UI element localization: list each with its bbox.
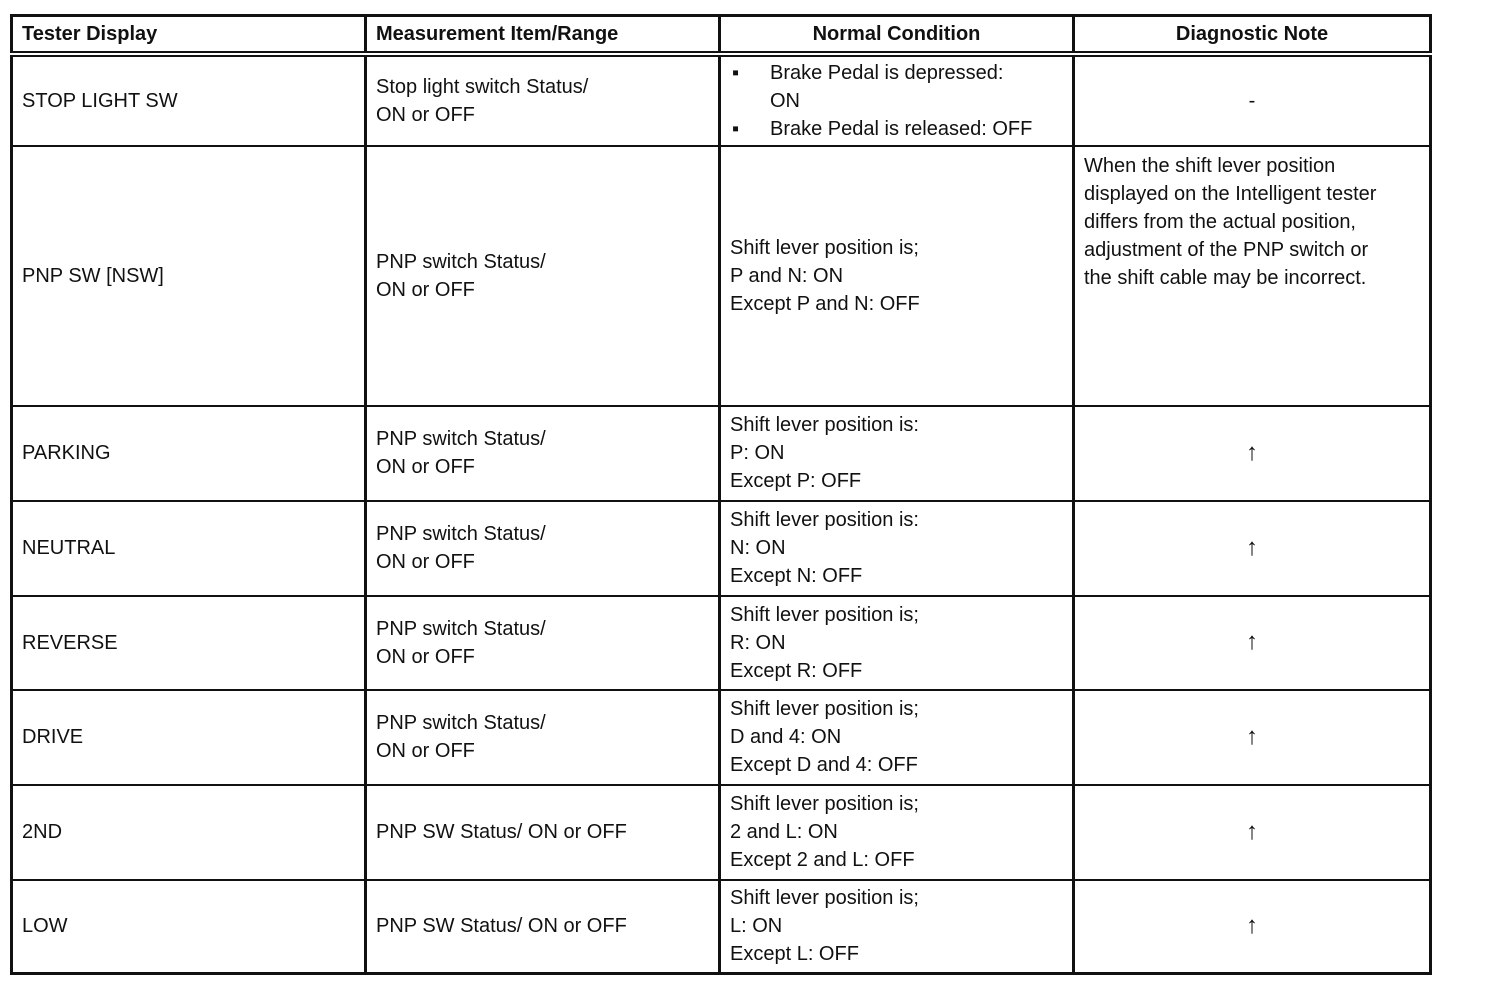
diagnostic-data-table — [10, 14, 1432, 975]
measurement-cell: PNP switch Status/ ON or OFF — [366, 501, 720, 596]
diagnostic-note-cell: When the shift lever position displayed on the Intelligent tester differs from the actual position, adjustment of the PNP switch or the shift cable may be incorrect. — [1074, 146, 1431, 406]
tester-display-cell: REVERSE — [12, 596, 366, 690]
column-header-measurement-item: Measurement Item/Range — [366, 16, 720, 54]
up-arrow-icon: ↑ — [1246, 722, 1258, 750]
diagnostic-note-cell — [1074, 785, 1431, 880]
up-arrow-icon: ↑ — [1246, 438, 1258, 466]
diagnostic-note-cell — [1074, 880, 1431, 974]
tester-display-cell: 2ND — [12, 785, 366, 880]
up-arrow-icon: ↑ — [1246, 628, 1258, 655]
normal-condition-cell: Shift lever position is: N: ON Except N: OFF — [720, 501, 1074, 596]
tester-display-cell: PNP SW [NSW] — [12, 146, 366, 406]
measurement-line: ON or OFF — [376, 103, 475, 126]
bullet-item: ▪ Brake Pedal is released: OFF — [730, 115, 1063, 143]
table-row — [12, 406, 1431, 501]
measurement-cell — [366, 54, 720, 146]
normal-condition-cell: Shift lever position is; 2 and L: ON Except 2 and L: OFF — [720, 785, 1074, 880]
measurement-cell: PNP switch Status/ ON or OFF — [366, 406, 720, 501]
normal-condition-cell: Shift lever position is; L: ON Except L: OFF — [720, 880, 1074, 974]
tester-display-cell: NEUTRAL — [12, 501, 366, 596]
normal-condition-cell: Shift lever position is; D and 4: ON Except D and 4: OFF — [720, 690, 1074, 785]
normal-condition-cell: Shift lever position is; R: ON Except R: OFF — [720, 596, 1074, 690]
bullet-item: ▪ Brake Pedal is depressed: ON — [730, 59, 1063, 115]
table-header-row — [12, 16, 1431, 54]
measurement-line: Stop light switch Status/ — [376, 75, 589, 98]
normal-condition-cell: Shift lever position is; P and N: ON Except P and N: OFF — [720, 146, 1074, 406]
column-header-diagnostic-note: Diagnostic Note — [1074, 16, 1431, 54]
tester-display-cell: DRIVE — [12, 690, 366, 785]
diagnostic-note-cell — [1074, 501, 1431, 596]
table-row — [12, 785, 1431, 880]
normal-condition-cell: Shift lever position is: P: ON Except P: OFF — [720, 406, 1074, 501]
table-row — [12, 596, 1431, 690]
bullet-icon: ▪ — [732, 61, 740, 84]
column-header-tester-display: Tester Display — [12, 16, 366, 54]
measurement-cell: PNP SW Status/ ON or OFF — [366, 880, 720, 974]
table-row — [12, 54, 1431, 146]
up-arrow-icon: ↑ — [1246, 817, 1258, 845]
diagnostic-note-cell — [1074, 596, 1431, 690]
normal-condition-cell — [720, 54, 1074, 146]
up-arrow-icon: ↑ — [1246, 911, 1258, 939]
measurement-cell: PNP switch Status/ ON or OFF — [366, 596, 720, 690]
bullet-icon: ▪ — [732, 117, 740, 140]
up-arrow-icon: ↑ — [1246, 533, 1258, 561]
diagnostic-note-cell: - — [1074, 54, 1431, 146]
diagnostic-note-cell — [1074, 690, 1431, 785]
tester-display-cell: LOW — [12, 880, 366, 974]
measurement-cell: PNP switch Status/ ON or OFF — [366, 690, 720, 785]
measurement-cell: PNP SW Status/ ON or OFF — [366, 785, 720, 880]
table-row — [12, 880, 1431, 974]
tester-display-cell: PARKING — [12, 406, 366, 501]
table-row — [12, 146, 1431, 406]
diagnostic-note-cell — [1074, 406, 1431, 501]
table-row — [12, 690, 1431, 785]
tester-display-cell: STOP LIGHT SW — [12, 54, 366, 146]
measurement-cell: PNP switch Status/ ON or OFF — [366, 146, 720, 406]
column-header-normal-condition: Normal Condition — [720, 16, 1074, 54]
table-row — [12, 501, 1431, 596]
